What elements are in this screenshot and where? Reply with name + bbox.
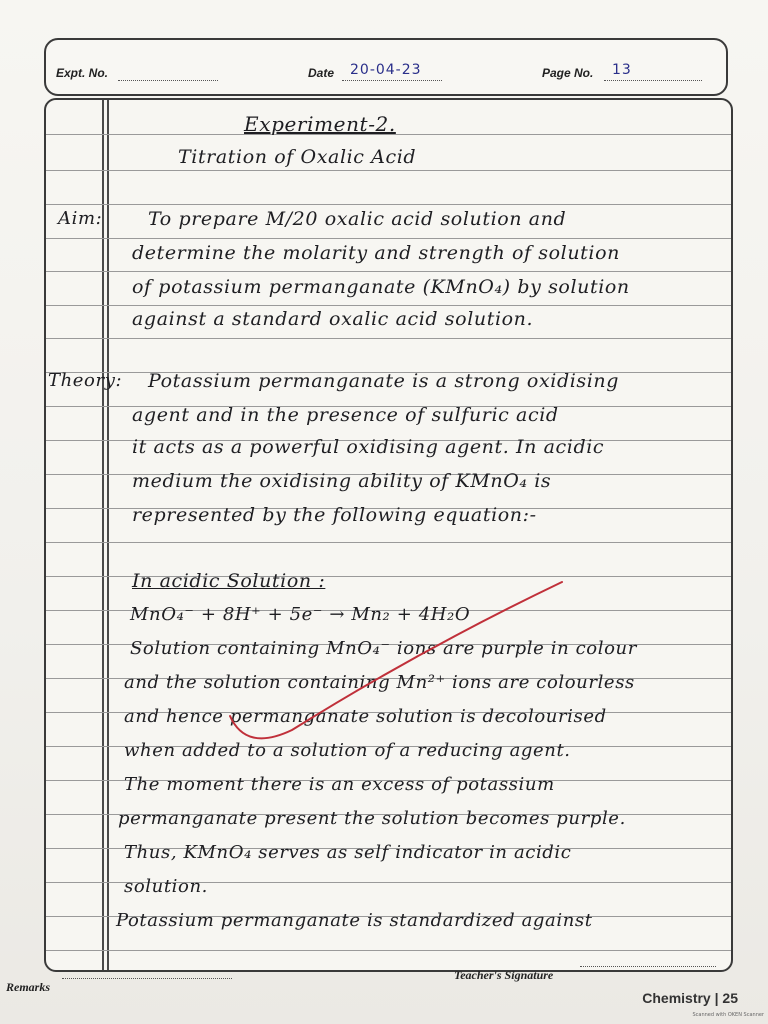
date-value: 20-04-23	[350, 62, 422, 78]
expt-no-label: Expt. No.	[56, 66, 109, 80]
subject-page-number: Chemistry | 25	[642, 990, 738, 1006]
theory-line: agent and in the presence of sulfuric acid	[132, 404, 559, 426]
acidic-line: Potassium permanganate is standardized against	[116, 910, 593, 931]
teacher-signature-label: Teacher's Signature	[454, 968, 554, 982]
theory-line: Potassium permanganate is a strong oxidising	[148, 370, 620, 392]
acidic-line: Thus, KMnO₄ serves as self indicator in acidic	[124, 842, 572, 863]
acidic-heading: In acidic Solution :	[132, 570, 326, 592]
page-no-label: Page No.	[542, 66, 594, 80]
theory-label: Theory:	[48, 370, 123, 391]
date-label: Date	[308, 66, 335, 80]
theory-line: medium the oxidising ability of KMnO₄ is	[132, 470, 552, 492]
experiment-heading: Experiment-2.	[244, 112, 396, 136]
aim-line: determine the molarity and strength of solution	[132, 242, 620, 264]
experiment-subheading: Titration of Oxalic Acid	[178, 146, 417, 168]
aim-line: To prepare M/20 oxalic acid solution and	[148, 208, 567, 230]
aim-line: of potassium permanganate (KMnO₄) by solution	[132, 276, 630, 298]
page-no-value: 13	[612, 62, 632, 78]
theory-line: it acts as a powerful oxidising agent. In acidic	[132, 436, 605, 458]
aim-line: against a standard oxalic acid solution.	[132, 308, 534, 330]
remarks-line	[62, 978, 232, 979]
scanner-watermark: Scanned with OKEN Scanner	[692, 1012, 764, 1018]
acidic-line: Solution containing MnO₄⁻ ions are purple in colour	[130, 638, 637, 659]
acidic-line: The moment there is an excess of potassium	[124, 774, 555, 795]
remarks-label: Remarks	[6, 980, 51, 994]
acidic-line: and hence permanganate solution is decolourised	[124, 706, 607, 727]
acidic-line: solution.	[124, 876, 208, 897]
theory-line: represented by the following equation:-	[132, 504, 537, 526]
reaction-equation: MnO₄⁻ + 8H⁺ + 5e⁻ → Mn₂ + 4H₂O	[130, 604, 471, 625]
signature-line	[580, 966, 716, 967]
acidic-line: and the solution containing Mn²⁺ ions are colourless	[124, 672, 635, 693]
acidic-line: when added to a solution of a reducing agent.	[124, 740, 571, 761]
aim-label: Aim:	[58, 208, 103, 229]
acidic-line: permanganate present the solution becomes purple.	[118, 808, 626, 829]
